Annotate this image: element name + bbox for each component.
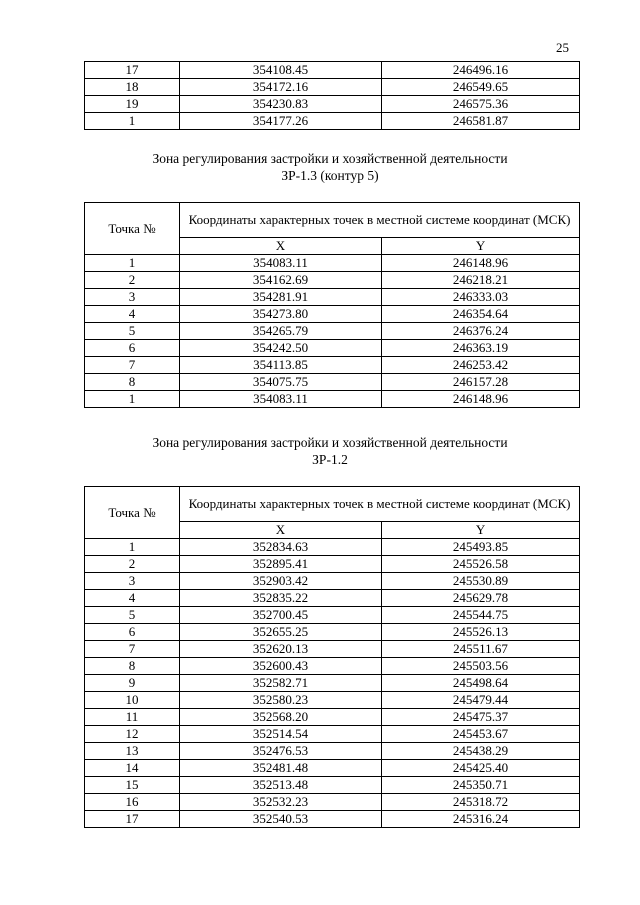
table-row — [85, 794, 580, 811]
cell-point-number: 3 — [85, 573, 180, 590]
table-body — [85, 62, 580, 130]
cell-x: 354172.16 — [180, 79, 382, 96]
header-point-number: Точка № — [85, 487, 180, 539]
cell-point-number: 3 — [85, 289, 180, 306]
cell-y: 245453.67 — [382, 726, 580, 743]
cell-x: 354281.91 — [180, 289, 382, 306]
table-row — [85, 709, 580, 726]
cell-x: 352600.43 — [180, 658, 382, 675]
table-body — [85, 255, 580, 408]
table-row — [85, 255, 580, 272]
cell-y: 245503.56 — [382, 658, 580, 675]
cell-y: 245530.89 — [382, 573, 580, 590]
cell-y: 245475.37 — [382, 709, 580, 726]
header-point-number: Точка № — [85, 203, 180, 255]
cell-x: 352620.13 — [180, 641, 382, 658]
cell-point-number: 16 — [85, 794, 180, 811]
cell-x: 354083.11 — [180, 391, 382, 408]
cell-x: 352476.53 — [180, 743, 382, 760]
table-row — [85, 726, 580, 743]
cell-y: 246575.36 — [382, 96, 580, 113]
cell-point-number: 15 — [85, 777, 180, 794]
table-row — [85, 289, 580, 306]
cell-point-number: 8 — [85, 374, 180, 391]
table-row — [85, 556, 580, 573]
cell-x: 354273.80 — [180, 306, 382, 323]
cell-y: 246376.24 — [382, 323, 580, 340]
cell-x: 354113.85 — [180, 357, 382, 374]
table-row — [85, 340, 580, 357]
cell-point-number: 5 — [85, 323, 180, 340]
header-coordinates: Координаты характерных точек в местной системе координат (МСК) — [180, 487, 580, 522]
cell-y: 245629.78 — [382, 590, 580, 607]
cell-x: 354108.45 — [180, 62, 382, 79]
cell-x: 352903.42 — [180, 573, 382, 590]
cell-point-number: 1 — [85, 539, 180, 556]
cell-y: 245318.72 — [382, 794, 580, 811]
cell-point-number: 8 — [85, 658, 180, 675]
cell-point-number: 17 — [85, 811, 180, 828]
section-title-zr-1-3 — [0, 150, 640, 184]
header-x: X — [180, 238, 382, 255]
cell-point-number: 17 — [85, 62, 180, 79]
cell-point-number: 6 — [85, 624, 180, 641]
table-row — [85, 79, 580, 96]
cell-point-number: 1 — [85, 255, 180, 272]
cell-x: 352834.63 — [180, 539, 382, 556]
cell-point-number: 13 — [85, 743, 180, 760]
cell-x: 354230.83 — [180, 96, 382, 113]
cell-y: 245526.58 — [382, 556, 580, 573]
cell-x: 352655.25 — [180, 624, 382, 641]
table-row — [85, 658, 580, 675]
table-row — [85, 391, 580, 408]
cell-point-number: 12 — [85, 726, 180, 743]
cell-point-number: 10 — [85, 692, 180, 709]
cell-y: 246354.64 — [382, 306, 580, 323]
table-row — [85, 624, 580, 641]
cell-point-number: 7 — [85, 641, 180, 658]
cell-point-number: 7 — [85, 357, 180, 374]
cell-point-number: 6 — [85, 340, 180, 357]
section-title-line2: ЗР-1.2 — [312, 452, 348, 467]
header-y: Y — [382, 522, 580, 539]
cell-y: 246148.96 — [382, 391, 580, 408]
cell-y: 245479.44 — [382, 692, 580, 709]
cell-x: 352580.23 — [180, 692, 382, 709]
cell-point-number: 18 — [85, 79, 180, 96]
table-row — [85, 777, 580, 794]
cell-x: 352481.48 — [180, 760, 382, 777]
table-row — [85, 743, 580, 760]
table-row — [85, 306, 580, 323]
cell-x: 354083.11 — [180, 255, 382, 272]
cell-y: 246496.16 — [382, 62, 580, 79]
cell-x: 354162.69 — [180, 272, 382, 289]
cell-y: 246253.42 — [382, 357, 580, 374]
table-row — [85, 590, 580, 607]
cell-x: 352513.48 — [180, 777, 382, 794]
coordinates-table-zr-1-2 — [84, 486, 580, 828]
cell-x: 352532.23 — [180, 794, 382, 811]
table-row — [85, 760, 580, 777]
cell-x: 354242.50 — [180, 340, 382, 357]
cell-point-number: 2 — [85, 272, 180, 289]
cell-point-number: 5 — [85, 607, 180, 624]
cell-y: 245544.75 — [382, 607, 580, 624]
cell-x: 354075.75 — [180, 374, 382, 391]
cell-x: 352895.41 — [180, 556, 382, 573]
cell-x: 352700.45 — [180, 607, 382, 624]
cell-y: 245526.13 — [382, 624, 580, 641]
cell-point-number: 2 — [85, 556, 180, 573]
cell-x: 352514.54 — [180, 726, 382, 743]
cell-point-number: 4 — [85, 590, 180, 607]
cell-y: 246581.87 — [382, 113, 580, 130]
table-row — [85, 573, 580, 590]
cell-y: 246333.03 — [382, 289, 580, 306]
cell-x: 354265.79 — [180, 323, 382, 340]
coordinates-table-zr-1-3 — [84, 202, 580, 408]
section-title-zr-1-2 — [0, 434, 640, 468]
section-title-line1: Зона регулирования застройки и хозяйственной деятельности — [152, 151, 508, 166]
cell-y: 245438.29 — [382, 743, 580, 760]
cell-y: 245493.85 — [382, 539, 580, 556]
table-row — [85, 539, 580, 556]
cell-x: 352540.53 — [180, 811, 382, 828]
cell-y: 245498.64 — [382, 675, 580, 692]
cell-point-number: 1 — [85, 113, 180, 130]
table-body — [85, 539, 580, 828]
table-row — [85, 62, 580, 79]
section-title-line2: ЗР-1.3 (контур 5) — [281, 168, 379, 183]
table-row — [85, 323, 580, 340]
cell-y: 245350.71 — [382, 777, 580, 794]
cell-x: 352568.20 — [180, 709, 382, 726]
table-row — [85, 374, 580, 391]
table-row — [85, 641, 580, 658]
cell-y: 246157.28 — [382, 374, 580, 391]
cell-point-number: 4 — [85, 306, 180, 323]
cell-y: 246363.19 — [382, 340, 580, 357]
cell-point-number: 9 — [85, 675, 180, 692]
table-row — [85, 357, 580, 374]
cell-x: 354177.26 — [180, 113, 382, 130]
table-row — [85, 96, 580, 113]
cell-point-number: 1 — [85, 391, 180, 408]
cell-y: 245316.24 — [382, 811, 580, 828]
cell-y: 245425.40 — [382, 760, 580, 777]
header-x: X — [180, 522, 382, 539]
table-row — [85, 113, 580, 130]
table-row — [85, 692, 580, 709]
table-row — [85, 811, 580, 828]
cell-point-number: 11 — [85, 709, 180, 726]
cell-y: 246148.96 — [382, 255, 580, 272]
header-y: Y — [382, 238, 580, 255]
page-number: 25 — [556, 40, 569, 55]
table-row — [85, 272, 580, 289]
cell-y: 246549.65 — [382, 79, 580, 96]
cell-y: 245511.67 — [382, 641, 580, 658]
section-title-line1: Зона регулирования застройки и хозяйственной деятельности — [152, 435, 508, 450]
table-row — [85, 675, 580, 692]
cell-y: 246218.21 — [382, 272, 580, 289]
header-coordinates: Координаты характерных точек в местной системе координат (МСК) — [180, 203, 580, 238]
coordinates-table-continuation — [84, 61, 580, 130]
cell-point-number: 19 — [85, 96, 180, 113]
cell-point-number: 14 — [85, 760, 180, 777]
table-row — [85, 607, 580, 624]
cell-x: 352835.22 — [180, 590, 382, 607]
cell-x: 352582.71 — [180, 675, 382, 692]
